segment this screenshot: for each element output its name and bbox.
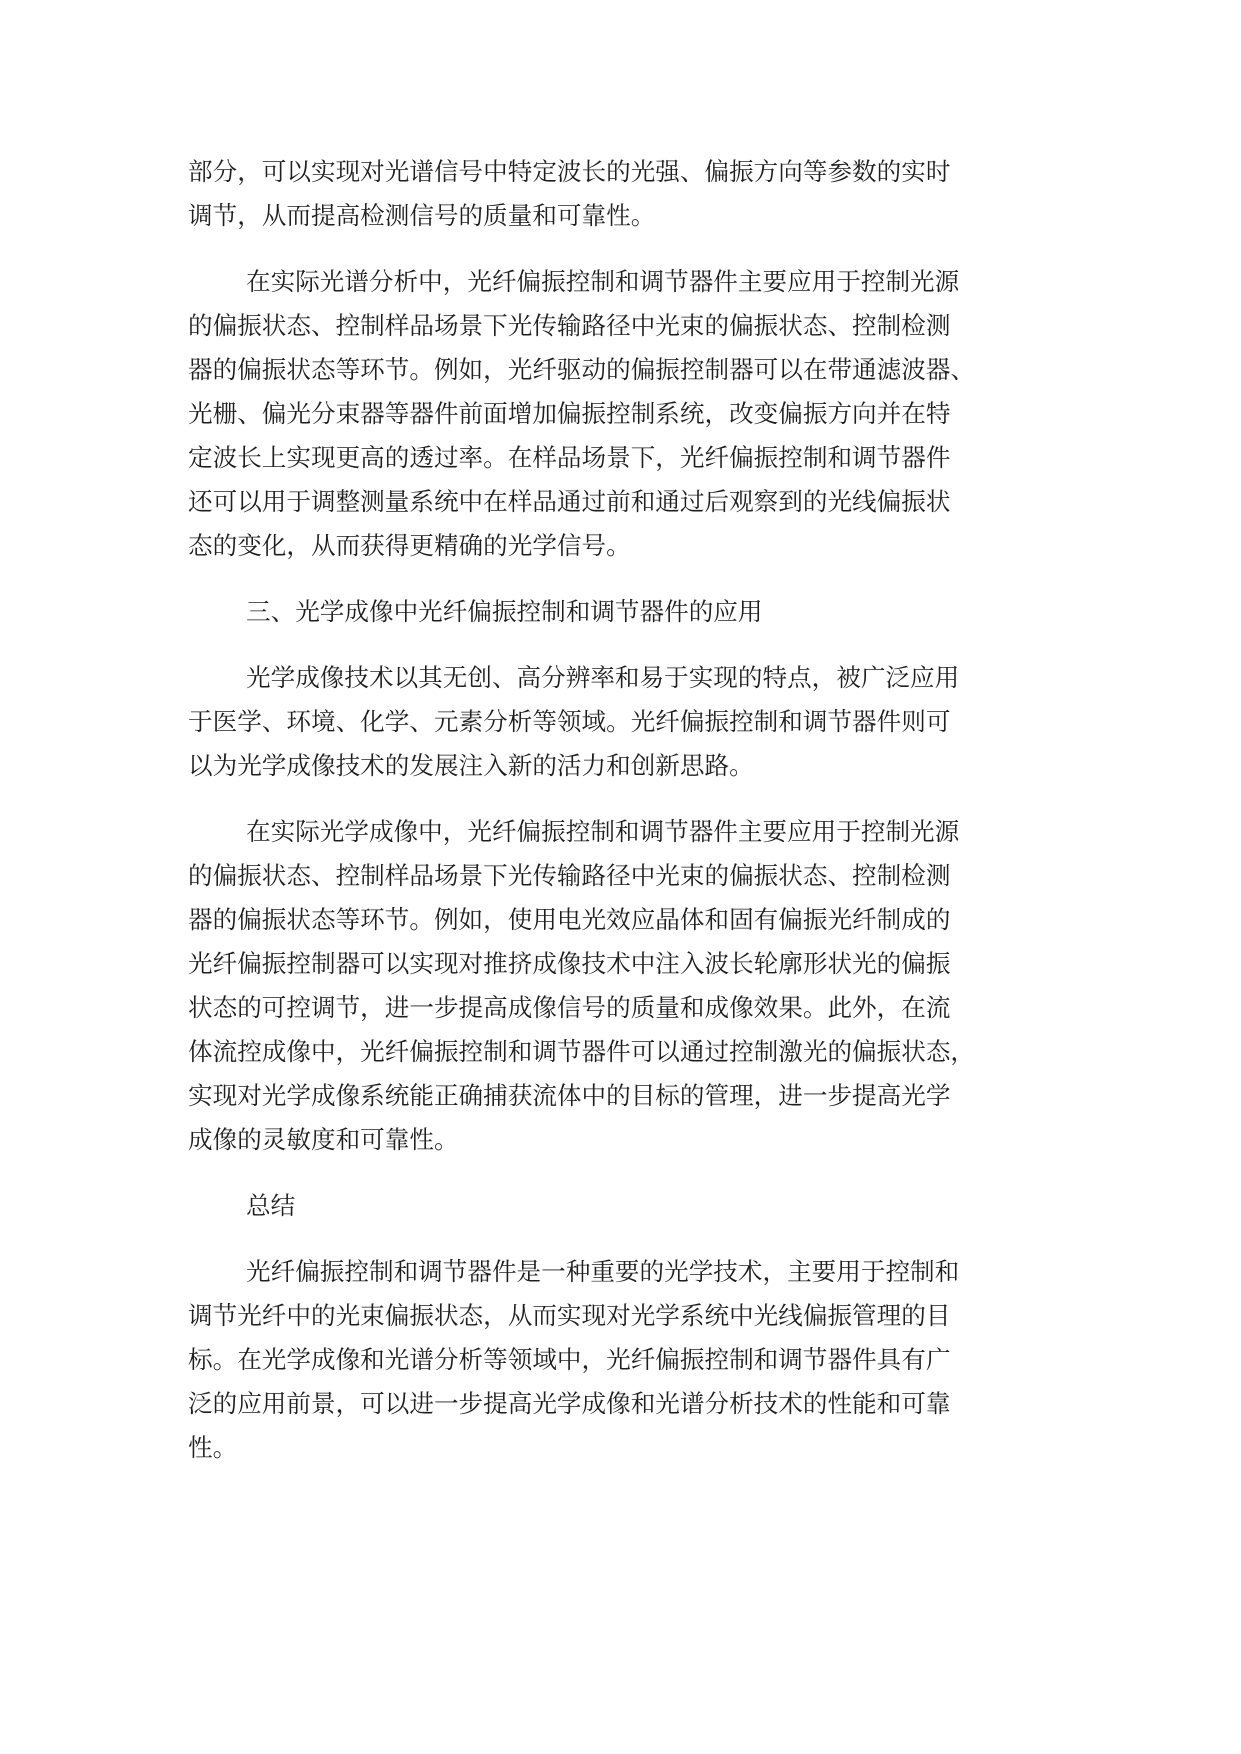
text-line: 的偏振状态、控制样品场景下光传输路径中光束的偏振状态、控制检测 xyxy=(188,311,951,340)
text-line: 在实际光谱分析中，光纤偏振控制和调节器件主要应用于控制光源 xyxy=(246,267,960,296)
text-line: 成像的灵敏度和可靠性。 xyxy=(188,1125,459,1154)
paragraph-spectral-analysis xyxy=(188,260,1088,568)
text-line: 光纤偏振控制器可以实现对推挤成像技术中注入波长轮廓形状光的偏振 xyxy=(188,949,951,978)
text-line: 光栅、偏光分束器等器件前面增加偏振控制系统，改变偏振方向并在特 xyxy=(188,399,951,428)
paragraph-imaging-intro xyxy=(188,656,1088,788)
text-line: 部分，可以实现对光谱信号中特定波长的光强、偏振方向等参数的实时 xyxy=(188,157,951,186)
heading-text: 总结 xyxy=(246,1191,296,1220)
summary-heading xyxy=(188,1184,1088,1228)
text-line: 于医学、环境、化学、元素分析等领域。光纤偏振控制和调节器件则可 xyxy=(188,707,951,736)
text-line: 泛的应用前景，可以进一步提高光学成像和光谱分析技术的性能和可靠 xyxy=(188,1389,951,1418)
document-body xyxy=(188,150,1088,1470)
text-line: 器的偏振状态等环节。例如，光纤驱动的偏振控制器可以在带通滤波器、 xyxy=(188,355,976,384)
text-line: 体流控成像中，光纤偏振控制和调节器件可以通过控制激光的偏振状态， xyxy=(188,1037,976,1066)
paragraph-imaging-practice xyxy=(188,810,1088,1162)
text-line: 定波长上实现更高的透过率。在样品场景下，光纤偏振控制和调节器件 xyxy=(188,443,951,472)
text-line: 实现对光学成像系统能正确捕获流体中的目标的管理，进一步提高光学 xyxy=(188,1081,951,1110)
section-heading xyxy=(188,590,1088,634)
text-line: 光纤偏振控制和调节器件是一种重要的光学技术，主要用于控制和 xyxy=(246,1257,960,1286)
text-line: 性。 xyxy=(188,1433,238,1462)
heading-text: 三、光学成像中光纤偏振控制和调节器件的应用 xyxy=(246,597,763,626)
paragraph-summary xyxy=(188,1250,1088,1470)
text-line: 光学成像技术以其无创、高分辨率和易于实现的特点，被广泛应用 xyxy=(246,663,960,692)
text-line: 调节光纤中的光束偏振状态，从而实现对光学系统中光线偏振管理的目 xyxy=(188,1301,951,1330)
text-line: 状态的可控调节，进一步提高成像信号的质量和成像效果。此外，在流 xyxy=(188,993,951,1022)
text-line: 还可以用于调整测量系统中在样品通过前和通过后观察到的光线偏振状 xyxy=(188,487,951,516)
text-line: 标。在光学成像和光谱分析等领域中，光纤偏振控制和调节器件具有广 xyxy=(188,1345,951,1374)
paragraph-continuation xyxy=(188,150,1088,238)
text-line: 以为光学成像技术的发展注入新的活力和创新思路。 xyxy=(188,751,754,780)
text-line: 器的偏振状态等环节。例如，使用电光效应晶体和固有偏振光纤制成的 xyxy=(188,905,951,934)
text-line: 在实际光学成像中，光纤偏振控制和调节器件主要应用于控制光源 xyxy=(246,817,960,846)
text-line: 调节，从而提高检测信号的质量和可靠性。 xyxy=(188,201,656,230)
text-line: 的偏振状态、控制样品场景下光传输路径中光束的偏振状态、控制检测 xyxy=(188,861,951,890)
text-line: 态的变化，从而获得更精确的光学信号。 xyxy=(188,531,631,560)
